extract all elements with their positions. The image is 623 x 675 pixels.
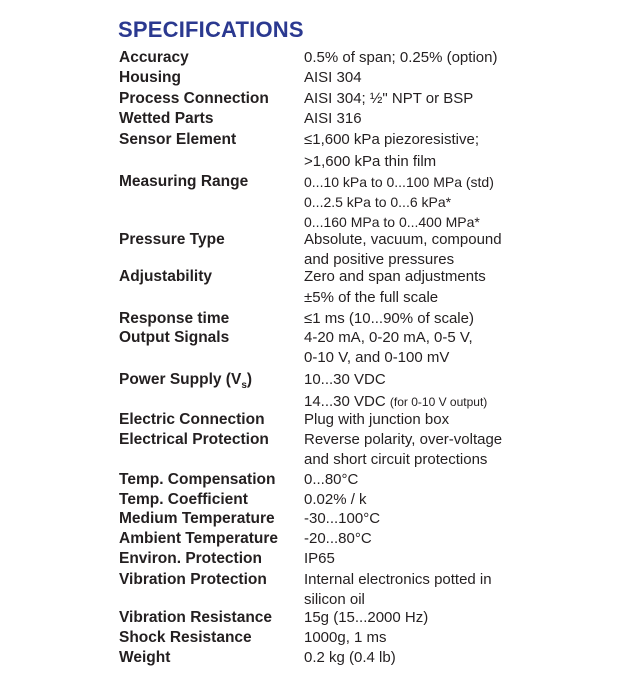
spec-value-line: Zero and span adjustments — [304, 268, 486, 285]
spec-label-subscript: s — [241, 380, 247, 392]
spec-label — [119, 370, 252, 396]
spec-value — [304, 470, 358, 490]
spec-label: Sensor Element — [119, 131, 237, 148]
spec-value — [304, 608, 428, 628]
spec-value-line: 0...10 kPa to 0...100 MPa (std) — [304, 174, 494, 190]
spec-label: Weight — [119, 649, 171, 666]
spec-label: Vibration Resistance — [119, 609, 273, 626]
spec-value — [304, 509, 380, 529]
spec-value — [304, 628, 387, 648]
spec-value-line: Internal electronics potted in — [304, 571, 492, 588]
spec-value — [304, 370, 487, 412]
spec-value-line: 0...160 MPa to 0...400 MPa* — [304, 214, 480, 230]
spec-value — [304, 267, 486, 308]
spec-value-line: 0...80°C — [304, 471, 359, 488]
spec-label: Environ. Protection — [119, 550, 262, 567]
spec-value-line — [304, 392, 487, 412]
spec-value-line: 1000g, 1 ms — [304, 629, 387, 646]
spec-value-line: 4-20 mA, 0-20 mA, 0-5 V, — [304, 329, 473, 346]
spec-value — [304, 529, 372, 549]
spec-value-line: silicon oil — [304, 591, 365, 608]
spec-label: Vibration Protection — [119, 571, 267, 588]
spec-value-line: 0.5% of span; 0.25% (option) — [304, 49, 498, 66]
spec-value-line: -20...80°C — [304, 530, 372, 547]
spec-value — [304, 309, 474, 329]
spec-value — [304, 490, 367, 510]
spec-value — [304, 230, 502, 270]
spec-value-line: 15g (15...2000 Hz) — [304, 609, 429, 626]
spec-label: Adjustability — [119, 268, 213, 285]
spec-value-line: IP65 — [304, 550, 335, 567]
spec-label: Response time — [119, 310, 230, 327]
spec-value-line: >1,600 kPa thin film — [304, 153, 437, 170]
spec-value — [304, 648, 396, 668]
spec-value-line: and positive pressures — [304, 251, 455, 268]
spec-label: Temp. Compensation — [119, 471, 276, 488]
page-title: SPECIFICATIONS — [118, 17, 304, 42]
spec-value-line: Absolute, vacuum, compound — [304, 231, 502, 248]
spec-value-line: 0.2 kg (0.4 lb) — [304, 649, 396, 666]
spec-value-line: Reverse polarity, over-voltage — [304, 431, 503, 448]
spec-value-line: -30...100°C — [304, 510, 381, 527]
spec-value — [304, 48, 497, 68]
spec-value-line: ≤1,600 kPa piezoresistive; — [304, 131, 479, 148]
spec-label: Wetted Parts — [119, 110, 214, 127]
spec-label: Housing — [119, 69, 181, 86]
spec-value-line: ≤1 ms (10...90% of scale) — [304, 310, 474, 327]
spec-label-end: ) — [246, 371, 253, 388]
spec-value-line: 0.02% / k — [304, 491, 367, 508]
spec-label: Temp. Coefficient — [119, 491, 248, 508]
spec-value-note: (for 0-10 V output) — [389, 395, 488, 409]
spec-label: Medium Temperature — [119, 510, 275, 527]
spec-value-line: AISI 304 — [304, 69, 362, 86]
spec-label: Measuring Range — [119, 173, 249, 190]
spec-label: Electrical Protection — [119, 431, 269, 448]
spec-value-line: Plug with junction box — [304, 411, 450, 428]
spec-value — [304, 549, 335, 569]
spec-value — [304, 172, 494, 232]
spec-value-line: 0...2.5 kPa to 0...6 kPa* — [304, 194, 452, 210]
spec-label: Shock Resistance — [119, 629, 252, 646]
spec-label: Pressure Type — [119, 231, 225, 248]
spec-value — [304, 68, 362, 88]
spec-value-line: AISI 316 — [304, 110, 362, 127]
spec-label: Process Connection — [119, 90, 269, 107]
spec-label: Electric Connection — [119, 411, 265, 428]
spec-value-main: 14...30 VDC — [304, 393, 390, 410]
spec-label: Ambient Temperature — [119, 530, 279, 547]
spec-label-text: Power Supply (V — [119, 371, 242, 388]
spec-label: Output Signals — [119, 329, 230, 346]
spec-value-line: AISI 304; ½" NPT or BSP — [304, 90, 474, 107]
spec-value — [304, 570, 492, 610]
spec-label: Accuracy — [119, 49, 189, 66]
spec-value-line: and short circuit protections — [304, 451, 488, 468]
spec-value — [304, 89, 473, 109]
spec-value — [304, 328, 473, 368]
spec-value — [304, 109, 362, 129]
spec-value — [304, 410, 449, 430]
spec-value-line: 10...30 VDC — [304, 371, 386, 388]
spec-value-line: ±5% of the full scale — [304, 289, 439, 306]
spec-value — [304, 430, 502, 470]
spec-value-line: 0-10 V, and 0-100 mV — [304, 349, 450, 366]
spec-value — [304, 130, 479, 172]
